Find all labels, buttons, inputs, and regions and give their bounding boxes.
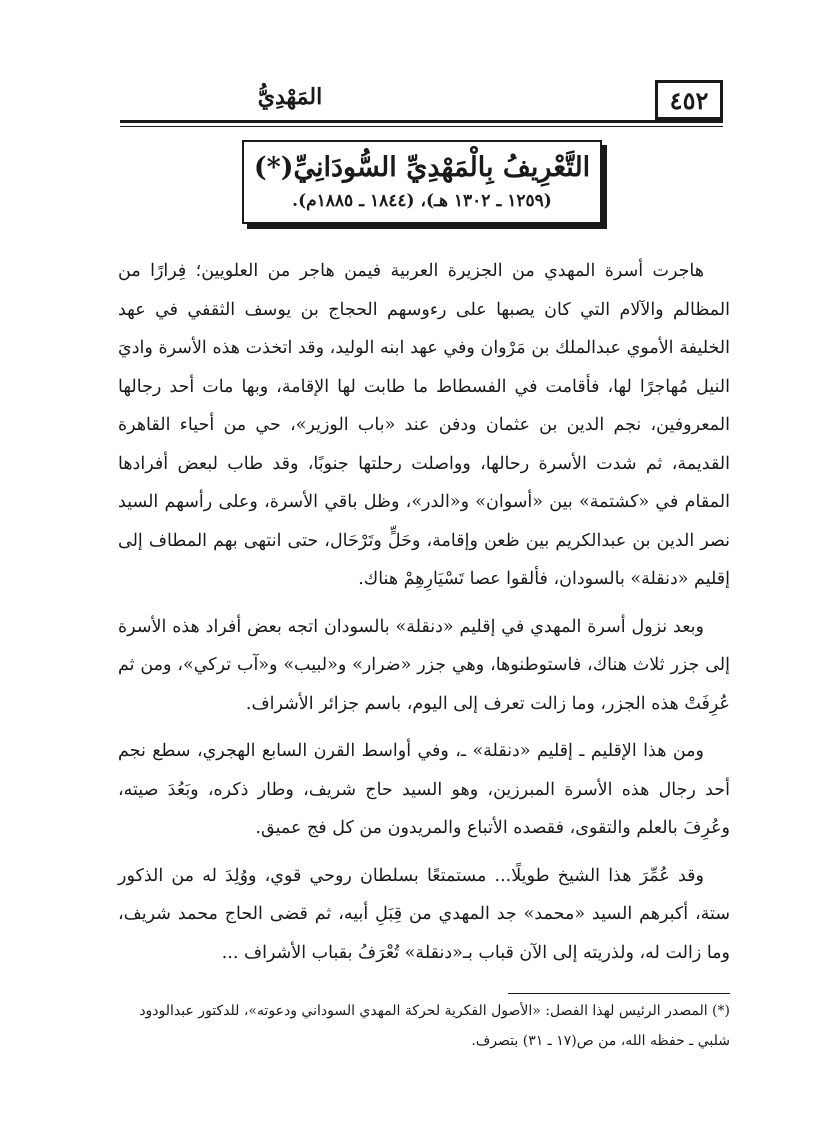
footnote-line: (*) المصدر الرئيس لهذا الفصل: «الأصول الفكرية لحركة المهدي السوداني ودعوته»، للدكتور عبدالودود — [139, 1003, 730, 1019]
paragraph: وقد عُمِّرَ هذا الشيخ طويلًا... مستمتعًا بسلطان روحي قوي، ووُلِدَ له من الذكور ستة، أكبرهم السيد «محمد» جد المهدي من قِبَلِ أبيه، ثم قضى الحاج محمد شريف، وما زالت له، ولذريته إلى الآن قباب بـ«دنقلة» تُعْرَفُ بقباب الأشراف ... — [118, 865, 730, 963]
body-text — [118, 252, 730, 981]
footnote — [112, 996, 730, 1056]
header-rule — [120, 120, 723, 123]
running-title: المَهْدِيُّ — [257, 84, 323, 110]
chapter-title: التَّعْرِيفُ بِالْمَهْدِيِّ السُّودَانِيِّ(*) — [253, 152, 591, 183]
paragraph: وبعد نزول أسرة المهدي في إقليم «دنقلة» بالسودان اتجه بعض أفراد هذه الأسرة إلى جزر ثلاث هناك، فاستوطنوها، وهي جزر «ضرار» و«لبيب» و«آب تركي»، ومن ثم عُرِفَتْ هذه الجزر، وما زالت تعرف إلى اليوم، باسم جزائر الأشراف. — [118, 616, 730, 714]
paragraph: ومن هذا الإقليم ـ إقليم «دنقلة» ـ، وفي أواسط القرن السابع الهجري، سطع نجم أحد رجال هذه الأسرة المبرزين، وهو السيد حاج شريف، وطار ذكره، وبَعُدَ صيته، وعُرِفَ بالعلم والتقوى، فقصده الأتباع والمريدون من كل فج عميق. — [118, 741, 730, 838]
chapter-title-box — [242, 140, 602, 224]
chapter-dates: (١٢٥٩ ـ ١٣٠٢ هـ)، (١٨٤٤ ـ ١٨٨٥م). — [292, 191, 552, 211]
paragraph: هاجرت أسرة المهدي من الجزيرة العربية فيمن هاجر من العلويين؛ فِرارًا من المظالم والآلام التي كان يصبها على رءوسهم الحجاج بن يوسف الثقفي في عهد الخليفة الأموي عبدالملك بن مَرْوان وفي عهد ابنه الوليد، وقد اتخذت هذه الأسرة واديَ النيل مُهاجرًا لها، فأقامت في الفسطاط ما طابت لها الإقامة، وبها مات أحد رجالها المعروفين، نجم الدين بن عثمان ودفن عند «باب الوزير»، حي من أحياء القاهرة القديمة، ثم شدت الأسرة رحالها، وواصلت رحلتها جنوبًا، وقد طاب لبعض أفرادها المقام في «كشتمة» بين «أسوان» و«الدر»، وظل باقي الأسرة، وعلى رأسهم السيد نصر الدين بن عبدالكريم بين ظعن وإقامة، وحَلٍّ وتَرْحَال، حتى انتهى بهم المطاف إلى إقليم «دنقلة» بالسودان، فألقوا عصا تَسْيَارِهِمْ هناك. — [118, 261, 730, 589]
footnote-line: شلبي ـ حفظه الله، من ص(١٧ ـ ٣١) بتصرف. — [471, 1033, 730, 1049]
header-rule-thin — [120, 126, 723, 127]
footnote-rule — [508, 993, 730, 994]
page-number: ٤٥٢ — [655, 80, 723, 120]
